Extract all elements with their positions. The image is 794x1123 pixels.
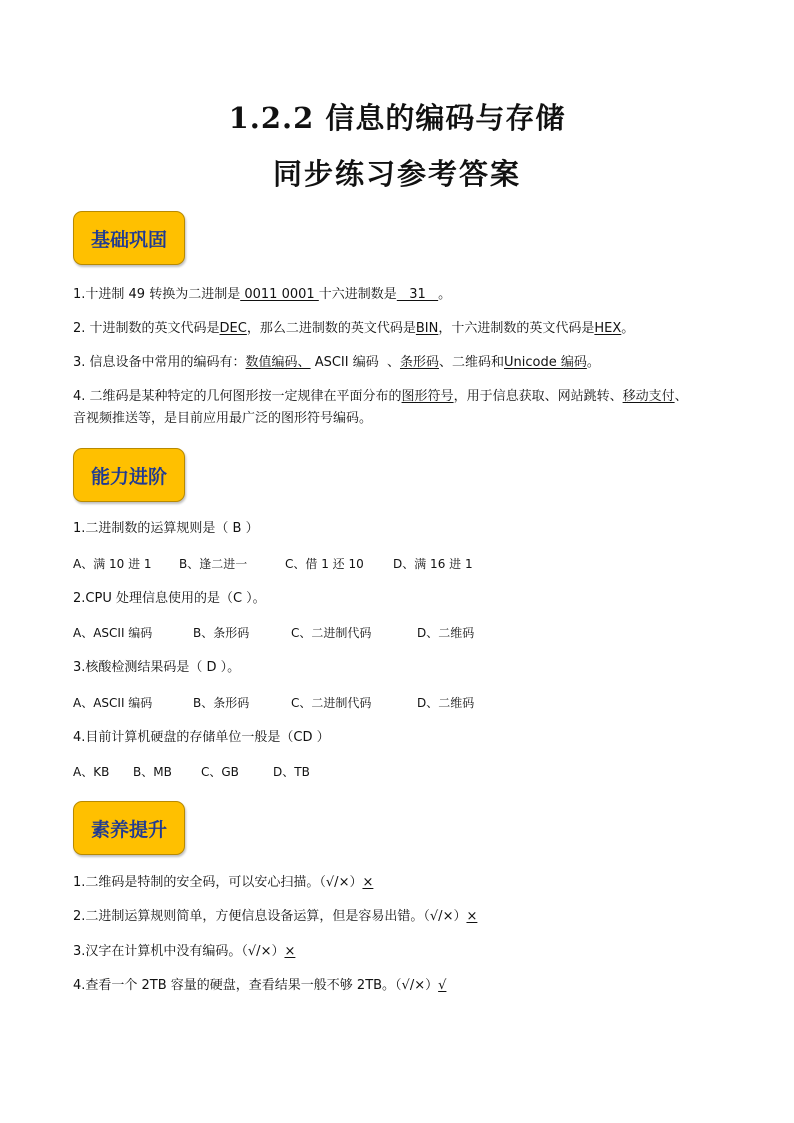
question-text: 、二维码和 [439,355,505,370]
basic-question-4-continued: 音视频推送等，是目前应用最广泛的图形符号编码。 [73,411,373,426]
ability-question-3-stem: 3.核酸检测结果码是（ D ）。 [73,660,241,675]
answer-blank: BIN [415,321,439,336]
answer-mark: × [284,944,296,959]
page-subtitle: 同步练习参考答案 [272,157,521,191]
question-text: 2.二进制运算规则简单，方便信息设备运算，但是容易出错。（√/×） [73,909,467,924]
option-a: A、满 10 进 1 [73,557,152,571]
question-text: 1.十进制 49 转换为二进制是 [73,287,241,302]
section-badge-ability: 能力进阶 [73,448,185,502]
question-text: 。 [438,287,452,302]
option-b: B、MB [133,765,172,779]
option-a: A、ASCII 编码 [73,696,153,710]
ability-question-1-stem: 1.二进制数的运算规则是（ B ） [73,521,259,536]
answer-blank: 0011 0001 [240,287,319,302]
question-text: 3.汉字在计算机中没有编码。（√/×） [73,944,285,959]
option-d: D、二维码 [417,696,475,710]
section-badge-basic: 基础巩固 [73,211,185,265]
ability-question-4-options [73,763,310,781]
question-text: 3. 信息设备中常用的编码有： [73,355,246,370]
answer-mark: × [362,875,374,890]
answer-blank: 移动支付 [622,389,675,404]
option-c: C、GB [201,765,239,779]
ability-question-2-options [73,624,474,642]
option-c: C、二进制代码 [291,696,372,710]
option-d: D、满 16 进 1 [393,557,473,571]
literacy-question-3 [73,943,295,961]
option-b: B、条形码 [193,626,250,640]
option-b: B、条形码 [193,696,250,710]
option-a: A、KB [73,765,110,779]
question-text: ，用于信息获取、网站跳转、 [453,389,623,404]
question-text: 4. 二维码是某种特定的几何图形按一定规律在平面分布的 [73,389,402,404]
basic-question-1 [73,286,451,304]
ability-question-2-stem: 2.CPU 处理信息使用的是（C ）。 [73,591,266,606]
question-text: 2. 十进制数的英文代码是 [73,321,220,336]
answer-mark: × [466,909,478,924]
answer-blank: 条形码 [399,355,439,370]
question-text: 1.二维码是特制的安全码，可以安心扫描。（√/×） [73,875,363,890]
question-text: 。 [621,321,635,336]
question-text: 、 [674,389,688,404]
basic-question-2 [73,320,634,338]
question-text: 4.查看一个 2TB 容量的硬盘，查看结果一般不够 2TB。（√/×） [73,978,439,993]
option-c: C、二进制代码 [291,626,372,640]
option-d: D、二维码 [417,626,475,640]
page-title: 1.2.2 信息的编码与存储 [228,101,566,135]
answer-mark: √ [438,978,447,993]
question-text: ，那么二进制数的英文代码是 [246,321,416,336]
answer-blank: 数值编码、 [245,355,311,370]
literacy-question-2 [73,908,477,926]
option-a: A、ASCII 编码 [73,626,153,640]
question-text: 十六进制数是 [318,287,397,302]
answer-blank: 31 [396,287,439,302]
section-badge-literacy: 素养提升 [73,801,185,855]
literacy-question-1 [73,874,373,892]
question-text: ASCII 编码 、 [310,355,400,370]
answer-blank: 图形符号 [401,389,454,404]
ability-question-1-options [73,555,473,573]
literacy-question-4 [73,977,446,995]
option-c: C、借 1 还 10 [285,557,364,571]
basic-question-3 [73,354,600,372]
answer-blank: HEX [594,321,622,336]
ability-question-3-options [73,694,474,712]
option-b: B、逢二进一 [179,557,248,571]
basic-question-4 [73,388,688,406]
question-text: ，十六进制数的英文代码是 [438,321,595,336]
question-text: 。 [586,355,600,370]
answer-blank: DEC [219,321,247,336]
answer-blank: Unicode 编码 [504,355,587,370]
ability-question-4-stem: 4.目前计算机硬盘的存储单位一般是（CD ） [73,730,330,745]
option-d: D、TB [273,765,310,779]
